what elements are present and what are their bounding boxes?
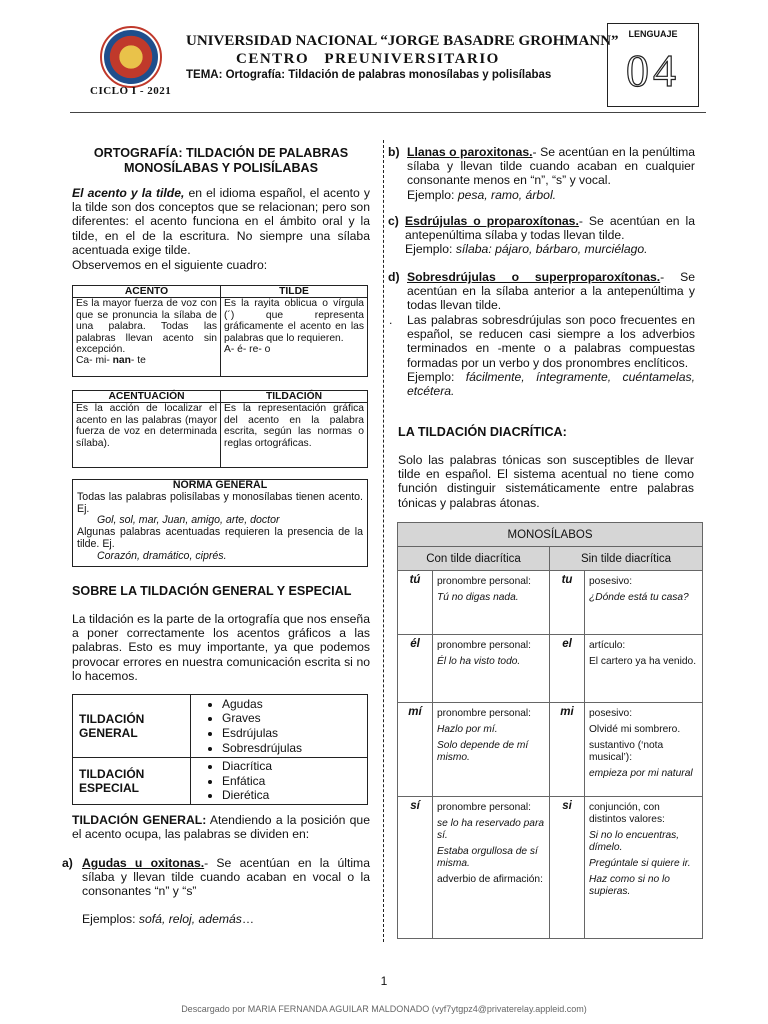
header-divider [70,112,706,113]
download-footer: Descargado por MARIA FERNANDA AGUILAR MALDONADO (vyf7ytgpz4@privaterelay.appleid.com) [181,1004,587,1014]
tema-line: TEMA: Ortografía: Tildación de palabras monosílabas y polisílabas [186,69,552,81]
col-sin-tilde: Sin tilde diacrítica [550,547,703,571]
table-row: sí pronombre personal: se lo ha reservado para sí. Estaba orgullosa de sí misma. adverbio de afirmación: si conjunción, con distintos valores: Si no lo encuentras, dímelo. Pregúntale si quiere ir. Haz como si no lo supieras. [398,797,703,939]
llanas-paragraph: Llanas o paroxitonas.- Se acentúan en la penúltima sílaba y llevan tilde cuando acaban en cualquier consonante menos en “n”, “s” y vocal. Ejemplo: pesa, ramo, árbol. [407,145,695,202]
list-item: • Enfática [222,774,366,789]
ciclo-label: CICLO I - 2021 [90,85,172,97]
center-name: CENTRO PREUNIVERSITARIO [236,51,500,67]
acentuacion-cell: ACENTUACIÓN Es la acción de localizar el acento en las palabras (mayor fuerza de voz en determinada sílaba). [73,391,221,467]
list-item: • Dierética [222,788,366,803]
agudas-marker: a) [62,856,73,870]
llanas-marker: b) [388,145,400,159]
diacritica-title: LA TILDACIÓN DIACRÍTICA: [398,425,567,439]
agudas-example: Ejemplos: sofá, reloj, además… [82,912,255,926]
tildacion-table [72,694,368,805]
list-item: • Graves [222,711,366,726]
sobresdrujulas-dot: . [389,313,393,327]
general-row [73,695,368,758]
list-item: • Sobresdrújulas [222,741,366,756]
table-row: mí pronombre personal: Hazlo por mí. Solo depende de mí mismo. mi posesivo: Olvidé mi sombrero. sustantivo (‘nota musical’): empieza por mi natural [398,703,703,797]
general-list [192,697,366,755]
acento-example: Ca- mi- nan- te [76,355,146,367]
left-title: ORTOGRAFÍA: TILDACIÓN DE PALABRAS MONOSÍLABAS Y POLISÍLABAS [93,146,349,175]
page-number: 1 [380,974,388,988]
tildacion-cell: TILDACIÓN Es la representación gráfica del acento en la palabra escrita, según las normas o reglas ortográficas. [221,391,367,467]
especial-list [192,759,366,803]
acento-cell: ACENTO Es la mayor fuerza de voz con que se pronuncia la sílaba de una palabra. Todas las palabras llevan acento sin excepción. Ca- mi- nan- te [73,286,221,376]
list-item: • Esdrújulas [222,726,366,741]
col-con-tilde: Con tilde diacrítica [398,547,550,571]
acento-tilde-box [72,285,368,377]
agudas-paragraph: Agudas u oxitonas.- Se acentúan en la última sílaba y llevan tilde cuando acaban en vocal o la consonantes “n” y “s” [82,856,370,899]
esdrujulas-marker: c) [388,214,399,228]
subject-label: LENGUAJE [628,29,678,39]
list-item: • Agudas [222,697,366,712]
sobre-title: SOBRE LA TILDACIÓN GENERAL Y ESPECIAL [72,584,352,598]
tildacion-general-paragraph: TILDACIÓN GENERAL: Atendiendo a la posición que el acento ocupa, las palabras se dividen en: [72,813,370,842]
sobresdrujulas-marker: d) [388,270,400,284]
table-row: tú pronombre personal: Tú no digas nada. tu posesivo: ¿Dónde está tu casa? [398,571,703,635]
acentuacion-tildacion-box [72,390,368,468]
sobresdrujulas-paragraph: Sobresdrújulas o superproparoxítonas.- Se acentúan en la sílaba anterior a la antepenúltima y todas llevan tilde. [407,270,695,313]
esdrujulas-paragraph: Esdrújulas o proparoxítonas.- Se acentúan en la antepenúltima sílaba y todas llevan tilde. Ejemplo: sílaba: pájaro, bárbaro, murciélago. [405,214,695,257]
sobresdrujulas-detail: Las palabras sobresdrújulas son poco frecuentes en español, se reducen casi siempre a los adverbios terminados en -mente o a palabras compuestas formadas por un verbo y dos pronombres enclíticos. Ejemplo: fácilmente, íntegramente, cuéntamelas, etcétera. [407,313,695,399]
monosilabos-table [397,522,703,939]
especial-label: TILDACIÓN ESPECIAL [73,758,191,805]
diacritica-paragraph: Solo las palabras tónicas son susceptibles de llevar tilde en español. El sistema acentual no tiene como función distinguir sistemáticamente entre palabras tónicas y palabras átonas. [398,453,694,510]
table-row: él pronombre personal: Él lo ha visto todo. el artículo: El cartero ya ha venido. [398,635,703,703]
column-divider [383,140,384,942]
observe-line: Observemos en el siguiente cuadro: [72,258,268,272]
unit-number: 04 [626,45,680,96]
sobre-paragraph: La tildación es la parte de la ortografía que nos enseña a poner correctamente los acentos gráficos a las palabras. Esto es muy importante, ya que podemos provocar errores en nuestra comunicación escrita si no lo hacemos. [72,612,370,683]
general-label: TILDACIÓN GENERAL [73,695,191,758]
monosilabos-title: MONOSÍLABOS [398,523,703,547]
norma-general-box: NORMA GENERAL Todas las palabras polisílabas y monosílabas tienen acento. Ej. Gol, sol, mar, Juan, amigo, arte, doctor Algunas palabras acentuadas requieren la presencia de la tilde. Ej. Corazón, dramático, ciprés. [72,479,368,567]
tilde-cell: TILDE Es la rayita oblicua o vírgula (´) que representa gráficamente el acento en las palabras que lo requieren. A- é- re- o [221,286,367,376]
university-seal-icon [104,30,158,84]
especial-row [73,758,368,805]
list-item: • Diacrítica [222,759,366,774]
intro-paragraph: El acento y la tilde, en el idioma español, el acento y la tilde son dos conceptos que se relacionan; pero son diferentes: el acento funciona en el ámbito oral y la tilde, en el de la escritura. No siempre una sílaba acentuada exige tilde. [72,186,370,257]
university-name: UNIVERSIDAD NACIONAL “JORGE BASADRE GROHMANN” [186,33,619,49]
